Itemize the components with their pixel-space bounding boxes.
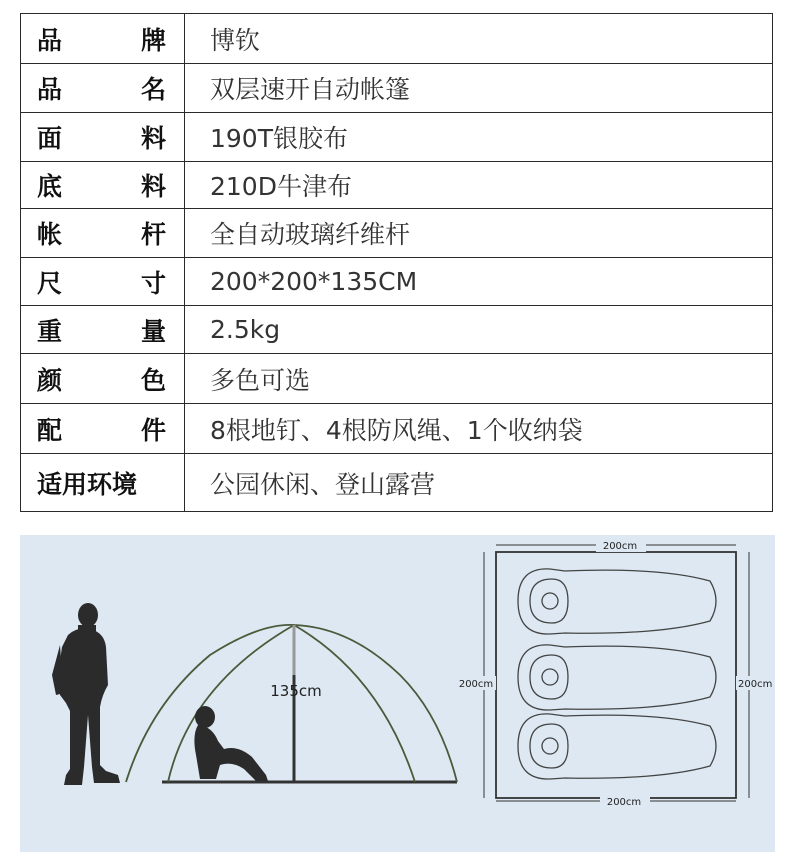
right-depth-label: 200cm xyxy=(738,679,773,690)
bottom-width-label: 200cm xyxy=(606,797,642,808)
spec-label: 适用环境 xyxy=(21,454,185,512)
spec-row-size xyxy=(21,258,773,306)
sitting-person-silhouette xyxy=(194,706,268,781)
spec-table xyxy=(20,13,773,512)
spec-label: 配 件 xyxy=(21,404,185,454)
spec-row-floor xyxy=(21,162,773,209)
spec-row-brand xyxy=(21,14,773,64)
spec-value: 双层速开自动帐篷 xyxy=(185,64,773,113)
spec-row-accessories xyxy=(21,404,773,454)
spec-row-weight xyxy=(21,306,773,354)
spec-label: 重 量 xyxy=(21,306,185,354)
spec-value: 200*200*135CM xyxy=(185,258,773,306)
spec-row-product-name xyxy=(21,64,773,113)
top-width-label: 200cm xyxy=(602,541,638,552)
spec-label: 帐 杆 xyxy=(21,209,185,258)
sleeping-bag xyxy=(518,714,716,779)
spec-label: 品 牌 xyxy=(21,14,185,64)
diagram-svg xyxy=(20,535,775,852)
spec-row-pole xyxy=(21,209,773,258)
spec-row-usage xyxy=(21,454,773,512)
spec-label: 品 名 xyxy=(21,64,185,113)
tent-dome-outline xyxy=(126,625,457,782)
sleeping-bag xyxy=(518,645,716,710)
standing-person-silhouette xyxy=(52,603,120,785)
floor-plan xyxy=(456,538,775,808)
left-depth-label: 200cm xyxy=(458,679,494,690)
spec-value: 公园休闲、登山露营 xyxy=(185,454,773,512)
spec-value: 博钦 xyxy=(185,14,773,64)
spec-value: 8根地钉、4根防风绳、1个收纳袋 xyxy=(185,404,773,454)
spec-label: 底 料 xyxy=(21,162,185,209)
spec-value: 多色可选 xyxy=(185,354,773,404)
spec-label: 面 料 xyxy=(21,113,185,162)
sleeping-bag xyxy=(518,569,716,634)
spec-value: 210D牛津布 xyxy=(185,162,773,209)
spec-value: 全自动玻璃纤维杆 xyxy=(185,209,773,258)
tent-size-diagram xyxy=(20,535,775,852)
spec-row-fabric xyxy=(21,113,773,162)
spec-row-color xyxy=(21,354,773,404)
height-label: 135cm xyxy=(270,682,322,700)
spec-label: 颜 色 xyxy=(21,354,185,404)
spec-label: 尺 寸 xyxy=(21,258,185,306)
spec-value: 2.5kg xyxy=(185,306,773,354)
spec-value: 190T银胶布 xyxy=(185,113,773,162)
